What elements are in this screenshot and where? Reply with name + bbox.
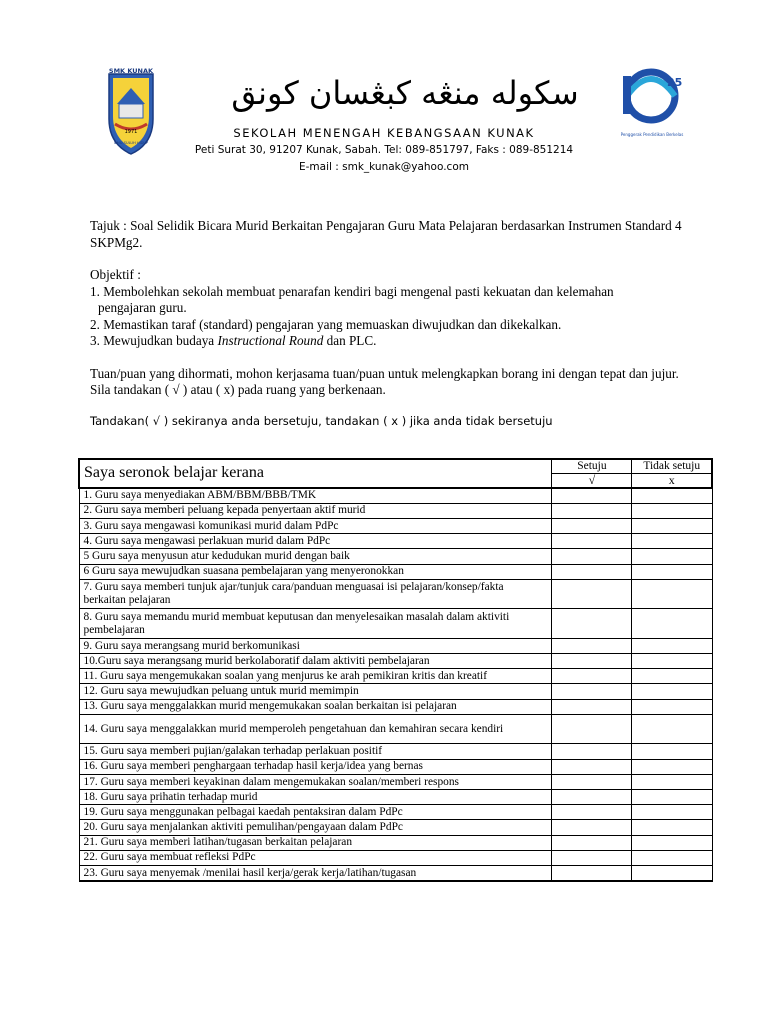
question-text: 18. Guru saya prihatin terhadap murid [79,790,552,805]
agree-checkbox-cell[interactable] [552,549,632,564]
disagree-checkbox-cell[interactable] [632,488,712,504]
agree-checkbox-cell[interactable] [552,805,632,820]
disagree-checkbox-cell[interactable] [632,534,712,549]
question-text: 12. Guru saya mewujudkan peluang untuk murid memimpin [79,684,552,699]
table-row [79,488,712,504]
agree-checkbox-cell[interactable] [552,835,632,850]
agree-checkbox-cell[interactable] [552,774,632,789]
survey-title: Tajuk : Soal Selidik Bicara Murid Berkaitan Pengajaran Guru Mata Pelajaran berdasarkan Instrumen Standard 4 SKPMg2. [90,218,682,250]
question-text: 16. Guru saya memberi penghargaan terhadap hasil kerja/idea yang bernas [79,759,552,774]
disagree-checkbox-cell[interactable] [632,518,712,533]
table-row [79,684,712,699]
table-row [79,579,712,609]
disagree-checkbox-cell[interactable] [632,654,712,669]
anniversary-caption: Penggerak Pendidikan Berkelas [620,132,684,137]
disagree-checkbox-cell[interactable] [632,744,712,759]
table-row [79,759,712,774]
column-agree-header: Setuju [552,459,632,473]
question-text: 19. Guru saya menggunakan pelbagai kaedah pentaksiran dalam PdPc [79,805,552,820]
table-row [79,609,712,639]
objective-1: 1. Membolehkan sekolah membuat penarafan kendiri bagi mengenal pasti kekuatan dan kelemahan [90,283,614,299]
table-row [79,805,712,820]
table-row [79,865,712,881]
disagree-checkbox-cell[interactable] [632,549,712,564]
disagree-checkbox-cell[interactable] [632,759,712,774]
table-row [79,564,712,579]
disagree-checkbox-cell[interactable] [632,699,712,714]
anniversary-number: 25 [667,76,683,89]
question-text: 6 Guru saya mewujudkan suasana pembelajaran yang menyeronokkan [79,564,552,579]
disagree-checkbox-cell[interactable] [632,850,712,865]
question-text: 20. Guru saya menjalankan aktiviti pemulihan/pengayaan dalam PdPc [79,820,552,835]
agree-checkbox-cell[interactable] [552,534,632,549]
question-text: 22. Guru saya membuat refleksi PdPc [79,850,552,865]
agree-checkbox-cell[interactable] [552,564,632,579]
disagree-checkbox-cell[interactable] [632,564,712,579]
table-row [79,774,712,789]
agree-mark: √ [552,473,632,487]
survey-table [78,458,713,882]
marking-instruction: Tandakan( √ ) sekiranya anda bersetuju, tandakan ( x ) jika anda tidak bersetuju [90,414,553,428]
disagree-checkbox-cell[interactable] [632,638,712,653]
instruction-text: Tuan/puan yang dihormati, mohon kerjasama tuan/puan untuk melengkapkan borang ini dengan tepat dan jujur. Sila tandakan ( √ ) atau ( x) pada ruang yang berkenaan. [90,365,679,397]
agree-checkbox-cell[interactable] [552,865,632,881]
agree-checkbox-cell[interactable] [552,579,632,609]
disagree-checkbox-cell[interactable] [632,669,712,684]
question-text: 23. Guru saya menyemak /menilai hasil kerja/gerak kerja/latihan/tugasan [79,865,552,881]
disagree-checkbox-cell[interactable] [632,820,712,835]
jawi-school-title [205,68,605,116]
table-row [79,699,712,714]
logo-year: 1971 [124,129,138,135]
disagree-checkbox-cell[interactable] [632,774,712,789]
agree-checkbox-cell[interactable] [552,759,632,774]
table-row [79,503,712,518]
disagree-checkbox-cell[interactable] [632,609,712,639]
logo-text: SMK KUNAK [108,67,154,75]
school-crest-logo [103,64,159,156]
agree-checkbox-cell[interactable] [552,488,632,504]
column-disagree-header: Tidak setuju [632,459,712,473]
question-text: 9. Guru saya merangsang murid berkomunikasi [79,638,552,653]
agree-checkbox-cell[interactable] [552,669,632,684]
agree-checkbox-cell[interactable] [552,638,632,653]
school-email: E-mail : smk_kunak@yahoo.com [299,161,469,173]
agree-checkbox-cell[interactable] [552,820,632,835]
objective-label: Objektif : [90,267,141,282]
school-address: Peti Surat 30, 91207 Kunak, Sabah. Tel: 089-851797, Faks : 089-851214 [194,144,574,156]
table-row [79,654,712,669]
question-text: 1. Guru saya menyediakan ABM/BBM/BBB/TMK [79,488,552,504]
table-row [79,518,712,533]
objective-2: 2. Memastikan taraf (standard) pengajaran yang memuaskan diwujudkan dan dikekalkan. [90,316,562,332]
table-row [79,820,712,835]
question-text: 3. Guru saya mengawasi komunikasi murid dalam PdPc [79,518,552,533]
disagree-mark: x [632,473,712,487]
objective-3: 3. Mewujudkan budaya Instructional Round dan PLC. [90,333,377,348]
question-text: 15. Guru saya memberi pujian/galakan terhadap perlakuan positif [79,744,552,759]
question-text: 4. Guru saya mengawasi perlakuan murid dalam PdPc [79,534,552,549]
disagree-checkbox-cell[interactable] [632,835,712,850]
question-text: 11. Guru saya mengemukakan soalan yang menjurus ke arah pemikiran kritis dan kreatif [79,669,552,684]
table-row [79,638,712,653]
table-row [79,669,712,684]
logo-motto: ILMU SULUH HIDUP [113,141,149,145]
disagree-checkbox-cell[interactable] [632,684,712,699]
agree-checkbox-cell[interactable] [552,790,632,805]
table-row [79,850,712,865]
agree-checkbox-cell[interactable] [552,684,632,699]
table-title: Saya seronok belajar kerana [79,459,552,488]
question-text: 7. Guru saya memberi tunjuk ajar/tunjuk cara/panduan menguasai isi pelajaran/konsep/fakta berkaitan pelajaran [79,579,552,609]
disagree-checkbox-cell[interactable] [632,865,712,881]
table-row [79,714,712,744]
disagree-checkbox-cell[interactable] [632,790,712,805]
question-text: 13. Guru saya menggalakkan murid mengemukakan soalan berkaitan isi pelajaran [79,699,552,714]
letterhead [0,60,768,180]
agree-checkbox-cell[interactable] [552,503,632,518]
question-text: 17. Guru saya memberi keyakinan dalam mengemukakan soalan/memberi respons [79,774,552,789]
table-row [79,549,712,564]
table-row [79,835,712,850]
disagree-checkbox-cell[interactable] [632,503,712,518]
intro-section [90,218,690,399]
agree-checkbox-cell[interactable] [552,850,632,865]
question-text: 8. Guru saya memandu murid membuat keputusan dan menyelesaikan masalah dalam aktiviti pembelajaran [79,609,552,639]
school-name: SEKOLAH MENENGAH KEBANGSAAN KUNAK [233,126,535,140]
agree-checkbox-cell[interactable] [552,518,632,533]
disagree-checkbox-cell[interactable] [632,579,712,609]
question-text: 2. Guru saya memberi peluang kepada penyertaan aktif murid [79,503,552,518]
table-row [79,744,712,759]
question-text: 5 Guru saya menyusun atur kedudukan murid dengan baik [79,549,552,564]
agree-checkbox-cell[interactable] [552,654,632,669]
agree-checkbox-cell[interactable] [552,609,632,639]
objective-1-continued: pengajaran guru. [98,300,187,315]
agree-checkbox-cell[interactable] [552,744,632,759]
agree-checkbox-cell[interactable] [552,699,632,714]
question-text: 10.Guru saya merangsang murid berkolaboratif dalam aktiviti pembelajaran [79,654,552,669]
question-text: 21. Guru saya memberi latihan/tugasan berkaitan pelajaran [79,835,552,850]
table-row [79,534,712,549]
table-row [79,790,712,805]
disagree-checkbox-cell[interactable] [632,714,712,744]
svg-text:سکوله منڠه کبڠسان کونق: سکوله منڠه کبڠسان کونق [231,74,579,112]
disagree-checkbox-cell[interactable] [632,805,712,820]
question-text: 14. Guru saya menggalakkan murid memperoleh pengetahuan dan kemahiran secara kendiri [79,714,552,744]
agree-checkbox-cell[interactable] [552,714,632,744]
